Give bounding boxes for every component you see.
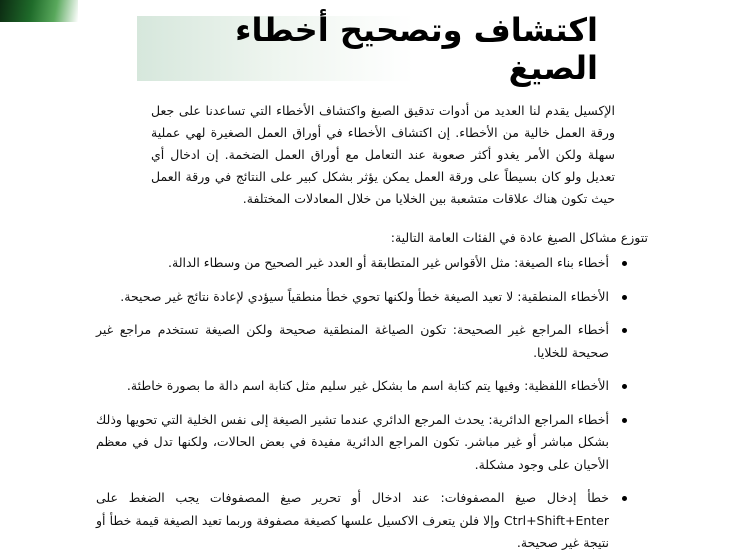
corner-decoration: [0, 0, 78, 22]
list-item-incorrect-references: أخطاء المراجع غير الصحيحة: تكون الصياغة المنطقية صحيحة ولكن الصيغة تستخدم مراجع غير صحيحة للخلايا.: [96, 319, 631, 364]
list-item-spelling-errors: الأخطاء اللفظية: وفيها يتم كتابة اسم ما بشكل غير سليم مثل كتابة اسم دالة ما بصورة خاطئة.: [96, 375, 631, 398]
list-item-syntax-errors: أخطاء بناء الصيغة: مثل الأقواس غير المتطابقة أو العدد غير الصحيح من وسطاء الدالة.: [96, 252, 631, 275]
list-item-logical-errors: الأخطاء المنطقية: لا تعيد الصيغة خطأ ولكنها تحوي خطأ منطقياً سيؤدي لإعادة نتائج غير صحيحة.: [96, 286, 631, 309]
list-item-array-formula-errors: خطأ إدخال صيغ المصفوفات: عند ادخال أو تحرير صيغ المصفوفات يجب الضغط على Ctrl+Shift+Enter وإلا فلن يتعرف الاكسيل علسها كصيغة مصفوفة وربما تعيد الصيغة قيمة خطأ أو نتيجة غير صحيحة.: [96, 487, 631, 555]
error-categories-list: [96, 252, 631, 555]
intro-paragraph: الإكسيل يقدم لنا العديد من أدوات تدقيق الصيغ واكتشاف الأخطاء التي تساعدنا على جعل ورقة العمل خالية من الأخطاء. إن اكتشاف الأخطاء في أوراق العمل الصغيرة لهي عملية سهلة ولكن الأمر يغدو أكثر صعوبة عند التعامل مع أوراق العمل الضخمة. إن ادخال أي تعديل ولو كان بسيطاً على ورقة العمل يمكن يؤثر بشكل كبير على النتائج في ورقة العمل حيث تكون هناك علاقات متشعبة بين الخلايا من خلال المعادلات المختلفة.: [151, 103, 615, 206]
list-item-circular-references: أخطاء المراجع الدائرية: يحدث المرجع الدائري عندما تشير الصيغة إلى نفس الخلية التي تحويها وذلك بشكل مباشر أو غير مباشر. تكون المراجع الدائرية مفيدة في بعض الحالات، ولكنها تدل في معظم الأحيان على وجود مشكلة.: [96, 409, 631, 477]
page-title: اكتشاف وتصحيح أخطاء الصيغ: [235, 10, 598, 87]
categories-lead: تتوزع مشاكل الصيغ عادة في الفئات العامة التالية:: [390, 230, 648, 245]
